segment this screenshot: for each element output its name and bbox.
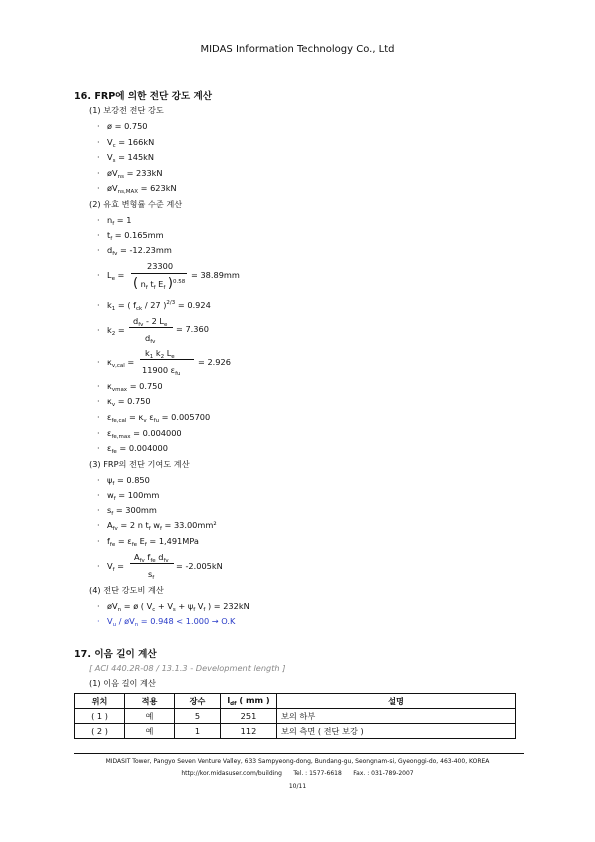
vs-row: · $V_s = 145kN$ xyxy=(97,152,155,164)
cell: 5 xyxy=(175,709,221,724)
efemax-row: · $\varepsilon_{fe,max} = 0.004000$ xyxy=(97,428,182,440)
k2-numerator: $d_{fv} - 2$ $L_e$ xyxy=(133,316,168,328)
header-location: 위치 xyxy=(75,694,125,709)
header-description: 설명 xyxy=(277,694,516,709)
le-numerator: 23300 xyxy=(147,261,174,271)
k2-value: = 7.360 xyxy=(176,324,209,334)
cell: 예 xyxy=(125,709,175,724)
k1-row: · $k_1$ = ( $f_{ck} / 27$ )$^{2/3}$ = 0.924 xyxy=(97,300,211,312)
cell: 251 xyxy=(221,709,277,724)
subsection-17-1: (1) 이음 길이 계산 xyxy=(89,678,156,688)
section-17-title: 17. 이음 길이 계산 xyxy=(74,649,157,660)
cell: 112 xyxy=(221,724,277,739)
afv-row: · $A_{fv} = 2$ n $t_f$ $w_f = 33.00mm^2$ xyxy=(97,520,217,532)
phivnmax-row: · $øV_{ns,MAX} = 623kN$ xyxy=(97,183,177,195)
subsection-4: (4) 전단 강도비 계산 xyxy=(89,585,164,595)
wf-row: · $w_f = 100mm$ xyxy=(97,490,160,502)
reference-note: [ ACI 440.2R-08 / 13.1.3 - Development length ] xyxy=(89,663,286,673)
page-number: 10/11 xyxy=(288,783,307,790)
subsection-1: (1) 보강전 전단 강도 xyxy=(89,105,164,115)
sf-row: · $s_f = 300mm$ xyxy=(97,505,157,517)
le-denominator: ( $n_f$ $t_f$ $E_f$ )$^{0.58}$ xyxy=(133,276,186,291)
k2-row: · $k_2$ = xyxy=(97,325,125,337)
efecal-row: · $\varepsilon_{fe,cal} = \kappa_v$ $\varepsilon_{fu} = 0.005700$ xyxy=(97,412,211,424)
ffe-row: · $f_{fe} = \varepsilon_{fe}$ $E_f = 1,491MPa$ xyxy=(97,536,199,548)
le-fraction-bar xyxy=(131,273,187,274)
k2-denominator: $d_{fv}$ xyxy=(145,333,156,345)
kv-row: · $\kappa_v = 0.750$ xyxy=(97,396,151,408)
phi-row: · ø = 0.750 xyxy=(97,121,148,131)
table-row xyxy=(75,709,516,724)
cell: 예 xyxy=(125,724,175,739)
cell: 1 xyxy=(175,724,221,739)
header-count: 장수 xyxy=(175,694,221,709)
cell: ( 1 ) xyxy=(75,709,125,724)
footer-address: MIDASIT Tower, Pangyo Seven Venture Valley, 633 Sampyeong-dong, Bundang-gu, Seongnam-si, Gyeonggi-do, 463-400, KOREA xyxy=(105,758,490,765)
vf-value: = -2.005kN xyxy=(176,561,223,571)
lap-length-table xyxy=(74,693,516,739)
subsection-2: (2) 유효 변형률 수준 계산 xyxy=(89,199,183,209)
efe-row: · $\varepsilon_{fe} = 0.004000$ xyxy=(97,443,168,455)
kvcal-fraction-bar xyxy=(140,359,194,360)
vc-row: · $V_c = 166kN$ xyxy=(97,137,155,149)
phivn-final-row: · $øV_n$ = ø ( $V_c + V_s + \psi_f$ $V_f$ ) = 232kN xyxy=(97,601,250,613)
cell: ( 2 ) xyxy=(75,724,125,739)
cell: 보의 측면 ( 전단 보강 ) xyxy=(277,724,516,739)
kvcal-numerator: $k_1$ $k_2$ $L_e$ xyxy=(145,348,175,360)
header-applied: 적용 xyxy=(125,694,175,709)
nf-row: · $n_f = 1$ xyxy=(97,215,132,227)
vf-denominator: $s_f$ xyxy=(148,569,155,581)
phivn-row: · $øV_{ns} = 233kN$ xyxy=(97,168,163,180)
footer-divider xyxy=(74,753,524,754)
page-header: MIDAS Information Technology Co., Ltd xyxy=(200,44,395,55)
kvmax-row: · $\kappa_{vmax} = 0.750$ xyxy=(97,381,163,393)
kvcal-row: · $\kappa_{v,cal}$ = xyxy=(97,357,135,369)
tf-row: · $t_f = 0.165mm$ xyxy=(97,230,164,242)
psi-row: · $\psi_f = 0.850$ xyxy=(97,475,150,487)
vf-fraction-bar xyxy=(130,563,174,564)
vf-row: · $V_f$ = xyxy=(97,561,125,573)
table-header-row xyxy=(75,694,516,709)
cell: 보의 하부 xyxy=(277,709,516,724)
subsection-3: (3) FRP의 전단 기여도 계산 xyxy=(89,459,190,469)
k2-fraction-bar xyxy=(129,327,173,328)
vf-numerator: $A_{fv}$ $f_{fe}$ $d_{fv}$ xyxy=(134,552,169,564)
header-ldf: $l_{df}$ ( mm ) xyxy=(221,694,277,709)
kvcal-value: = 2.926 xyxy=(198,357,231,367)
le-value: = 38.89mm xyxy=(191,270,240,280)
kvcal-denominator: 11900 $\varepsilon_{fu}$ xyxy=(142,365,181,377)
table-row xyxy=(75,724,516,739)
ratio-row: · $V_u$ / $øV_n = 0.948 < 1.000 \to O.K$ xyxy=(97,616,236,628)
dfv-row: · $d_{fv} = -12.23mm$ xyxy=(97,245,172,257)
section-16-title: 16. FRP에 의한 전단 강도 계산 xyxy=(74,91,213,102)
le-row: · $L_e$ = xyxy=(97,270,125,282)
footer-contact: http://kor.midasuser.com/building Tel. : 1577-6618 Fax. : 031-789-2007 xyxy=(181,770,414,777)
